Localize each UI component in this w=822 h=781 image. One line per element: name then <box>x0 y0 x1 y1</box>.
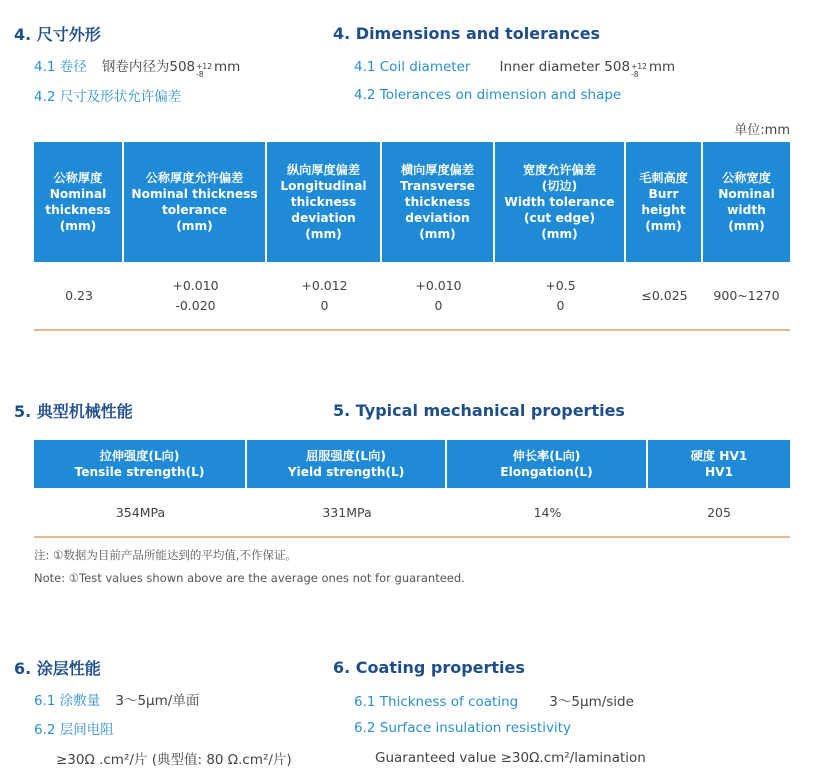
dimensions-data-cell-line: 0 <box>556 298 565 313</box>
mechanical-header-cell-line: Tensile strength(L) <box>74 465 205 479</box>
section5-title-cn: 5. 典型机械性能 <box>14 402 133 421</box>
coating-thickness-en <box>354 690 634 710</box>
dimensions-header-cell-line: (cut edge) <box>523 211 596 225</box>
dimensions-header-cell-line: 宽度允许偏差 <box>522 163 597 177</box>
dimensions-header-cell-7 <box>703 142 790 262</box>
resist-value-cn: ≥30Ω .cm²/片 (典型值: 80 Ω.cm²/片) <box>56 752 292 768</box>
dimensions-header-cell-line: (mm) <box>305 227 342 241</box>
dimensions-header-cell-line: width <box>727 203 766 217</box>
dimensions-header-cell-line: thickness <box>404 195 471 209</box>
dimensions-header-cell-line: (mm) <box>645 219 682 233</box>
dimensions-header-cell-line: 毛刺高度 <box>639 171 688 185</box>
mechanical-header-cell-line: Elongation(L) <box>500 465 593 479</box>
coil-unit-en: mm <box>648 59 676 75</box>
dimensions-header-cell-line: height <box>641 203 686 217</box>
coating-thickness-label-en: 6.1 Thickness of coating <box>354 694 519 710</box>
dimensions-header-cell-line: thickness <box>290 195 357 209</box>
dimensions-data-cell-line: 0 <box>320 298 329 313</box>
coil-unit-cn: mm <box>213 59 241 75</box>
dimensions-header-cell-line: deviation <box>405 211 470 225</box>
tolerance-label-en: 4.2 Tolerances on dimension and shape <box>354 87 622 103</box>
dimensions-table <box>34 142 790 330</box>
coil-label-en: 4.1 Coil diameter <box>354 59 471 75</box>
mechanical-data-cell-1 <box>34 488 247 538</box>
section4-title-en: 4. Dimensions and tolerances <box>333 24 601 43</box>
dimensions-header-cell-line: Burr <box>648 187 679 201</box>
dimensions-header-cell-line: tolerance <box>161 203 228 217</box>
dimensions-header-cell-line: (mm) <box>59 219 97 233</box>
dimensions-header-cell-1 <box>34 142 124 262</box>
dimensions-header-cell-line: 纵向厚度偏差 <box>286 163 361 177</box>
dimensions-data-cell-line: +0.5 <box>545 278 576 293</box>
mechanical-header-cell-3 <box>447 440 648 488</box>
coating-thickness-label-cn: 6.1 涂敷量 <box>34 693 101 709</box>
mechanical-data-cell-line: 331MPa <box>322 505 372 520</box>
dimensions-data-cell-line: 900~1270 <box>713 288 780 303</box>
dimensions-data-cell-1 <box>34 262 124 330</box>
mechanical-header-cell-2 <box>247 440 447 488</box>
coil-diameter-en <box>354 56 675 79</box>
coil-text-cn: 钢卷内径为508 <box>101 59 196 75</box>
mechanical-data-cell-4 <box>648 488 790 538</box>
dimensions-header-cell-3 <box>267 142 382 262</box>
dimensions-header-cell-line: (切边) <box>541 179 578 193</box>
dimensions-header-cell-line: Longitudinal <box>280 179 367 193</box>
mechanical-data-cell-3 <box>447 488 648 538</box>
dimensions-data-cell-6 <box>626 262 703 330</box>
dimensions-header-cell-line: 公称厚度 <box>53 171 103 185</box>
dimensions-data-row <box>34 262 790 330</box>
mechanical-header-cell-line: 屈服强度(L向) <box>306 449 386 463</box>
dimensions-header-cell-line: Nominal <box>49 187 107 201</box>
mechanical-data-row <box>34 488 790 538</box>
mechanical-header-cell-1 <box>34 440 247 488</box>
dimensions-header-cell-line: (mm) <box>419 227 456 241</box>
note-en: Note: ①Test values shown above are the average ones not for guaranteed. <box>34 571 465 585</box>
section5-title-en: 5. Typical mechanical properties <box>333 401 625 420</box>
mechanical-data-cell-2 <box>247 488 447 538</box>
dimensions-header-cell-line: thickness <box>45 203 111 217</box>
mechanical-header-cell-line: 伸长率(L向) <box>512 449 581 463</box>
resist-label-en: 6.2 Surface insulation resistivity <box>354 720 571 736</box>
mechanical-table <box>34 440 790 538</box>
coil-label-cn: 4.1 卷径 <box>34 59 87 75</box>
dimensions-header-cell-line: deviation <box>291 211 356 225</box>
dimensions-data-cell-line: +0.010 <box>172 278 219 293</box>
mechanical-data-cell-line: 354MPa <box>115 505 166 520</box>
coating-thickness-value-en: 3～5μm/side <box>549 694 634 710</box>
mechanical-table-rule <box>34 536 790 538</box>
dimensions-header-cell-line: 横向厚度偏差 <box>400 163 475 177</box>
dimensions-data-cell-line: -0.020 <box>175 298 216 313</box>
coil-diameter-cn <box>34 55 240 79</box>
dimensions-header-cell-2 <box>124 142 267 262</box>
dimensions-data-cell-line: +0.012 <box>301 278 348 293</box>
dimensions-header-cell-5 <box>495 142 626 262</box>
mechanical-header-cell-line: HV1 <box>704 465 734 479</box>
resist-label-cn: 6.2 层间电阻 <box>34 722 114 738</box>
note-cn: 注: ①数据为目前产品所能达到的平均值,不作保证。 <box>34 548 297 562</box>
mechanical-header-cell-line: Yield strength(L) <box>287 465 405 479</box>
dimensions-header-cell-line: (mm) <box>176 219 213 233</box>
unit-note: 单位:mm <box>734 123 790 138</box>
dimensions-data-cell-4 <box>382 262 495 330</box>
dimensions-header-cell-line: 公称厚度允许偏差 <box>145 171 244 185</box>
coating-thickness-value-cn: 3～5μm/单面 <box>115 693 200 709</box>
coil-tolerance-en: +12 -8 <box>631 62 647 79</box>
dimensions-header-cell-line: Nominal <box>718 187 775 201</box>
mechanical-data-cell-line: 14% <box>533 505 562 520</box>
dimensions-data-cell-7 <box>703 262 790 330</box>
dimensions-data-cell-line: ≤0.025 <box>641 288 688 303</box>
mechanical-data-cell-line: 205 <box>707 505 731 520</box>
dimensions-header-cell-line: Nominal thickness <box>131 187 258 201</box>
dimensions-header-cell-line: Width tolerance <box>504 195 615 209</box>
dimensions-data-cell-5 <box>495 262 626 330</box>
tolerance-label-cn: 4.2 尺寸及形状允许偏差 <box>34 89 182 105</box>
dimensions-header-cell-line: Transverse <box>400 179 475 193</box>
dimensions-header-row <box>34 142 790 262</box>
dimensions-header-cell-6 <box>626 142 703 262</box>
dimensions-header-cell-line: 公称宽度 <box>722 171 771 185</box>
coil-tolerance-cn: +12 -8 <box>196 62 212 79</box>
dimensions-header-cell-line: (mm) <box>541 227 578 241</box>
dimensions-data-cell-3 <box>267 262 382 330</box>
dimensions-header-cell-line: (mm) <box>728 219 765 233</box>
mechanical-header-cell-line: 硬度 HV1 <box>690 449 748 463</box>
resist-value-en: Guaranteed value ≥30Ω.cm²/lamination <box>375 750 646 766</box>
dimensions-table-rule <box>34 329 790 331</box>
section4-title-cn: 4. 尺寸外形 <box>14 25 101 44</box>
dimensions-header-cell-4 <box>382 142 495 262</box>
mechanical-header-cell-line: 拉伸强度(L向) <box>99 449 180 463</box>
coating-thickness-cn <box>34 689 199 709</box>
dimensions-data-cell-line: +0.010 <box>415 278 462 293</box>
section6-title-en: 6. Coating properties <box>333 658 525 677</box>
dimensions-data-cell-2 <box>124 262 267 330</box>
dimensions-data-cell-line: 0 <box>434 298 443 313</box>
dimensions-data-cell-line: 0.23 <box>65 288 93 303</box>
section6-title-cn: 6. 涂层性能 <box>14 659 101 678</box>
mechanical-header-row <box>34 440 790 488</box>
coil-text-en: Inner diameter 508 <box>499 59 631 75</box>
mechanical-header-cell-4 <box>648 440 790 488</box>
